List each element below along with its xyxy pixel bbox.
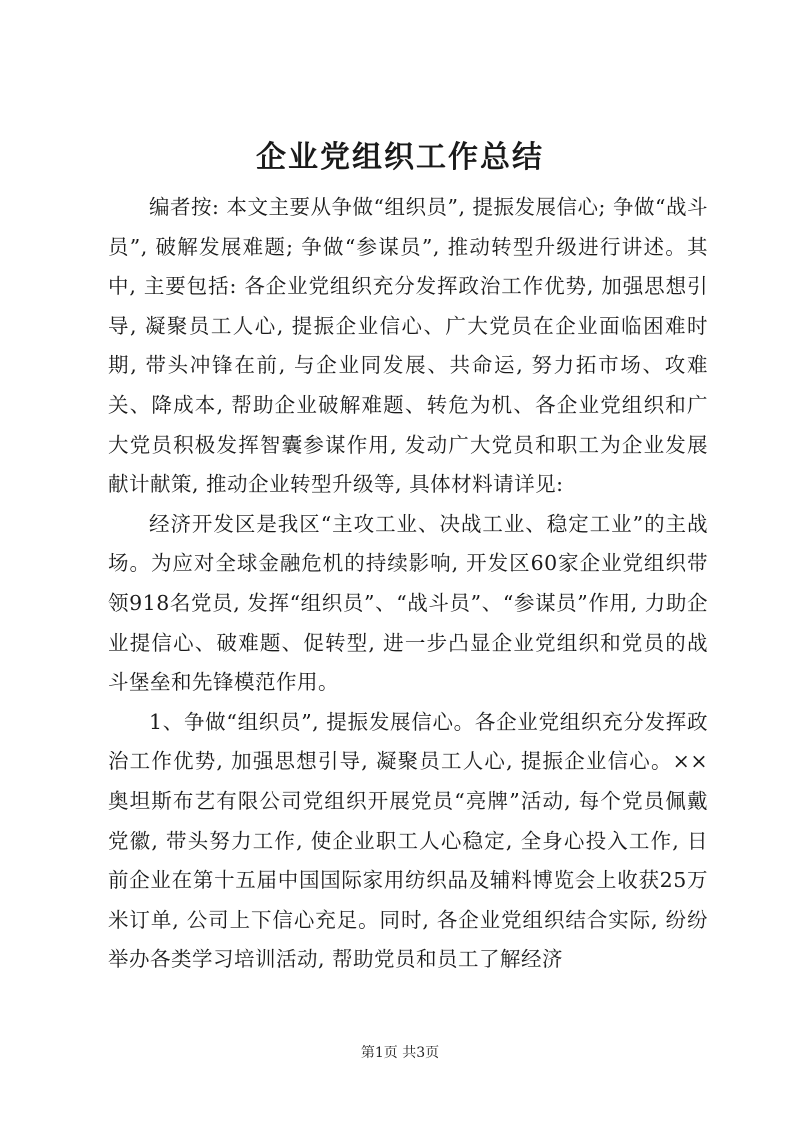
page-number-label: 第1页 共3页 <box>360 1045 440 1061</box>
paragraph-editor-note: 编者按: 本文主要从争做“组织员”, 提振发展信心; 争做“战斗员”, 破解发展难题; 争做“参谋员”, 推动转型升级进行讲述。其中, 主要包括: 各企业党组织充分发挥政治工作优势, 加强思想引导, 凝聚员工人心, 提振企业信心、广大党员在企业面临困难时期, 带头冲锋在前, 与企业同发展、共命运, 努力拓市场、攻难关、降成本, 帮助企业破解难题、转危为机、各企业党组织和广大党员积极发挥智囊参谋作用, 发动广大党员和职工为企业发展献计献策, 推动企业转型升级等, 具体材料请详见: <box>108 195 708 497</box>
page-footer <box>0 1043 800 1063</box>
paragraph-section-1: 1、争做“组织员”, 提振发展信心。各企业党组织充分发挥政治工作优势, 加强思想引导, 凝聚员工人心, 提振企业信心。××奥坦斯布艺有限公司党组织开展党员“亮牌”活动, 每个党员佩戴党徽, 带头努力工作, 使企业职工人心稳定, 全身心投入工作, 日前企业在第十五届中国国际家用纺织品及辅料博览会上收获25万米订单, 公司上下信心充足。同时, 各企业党组织结合实际, 纷纷举办各类学习培训活动, 帮助党员和员工了解经济 <box>108 709 708 972</box>
document-body <box>108 188 708 980</box>
document-title: 企业党组织工作总结 <box>256 140 544 175</box>
paragraph-intro: 经济开发区是我区“主攻工业、决战工业、稳定工业”的主战场。为应对全球金融危机的持续影响, 开发区60家企业党组织带领918名党员, 发挥“组织员”、“战斗员”、“参谋员”作用, 力助企业提信心、破难题、促转型, 进一步凸显企业党组织和党员的战斗堡垒和先锋模范作用。 <box>108 511 708 695</box>
